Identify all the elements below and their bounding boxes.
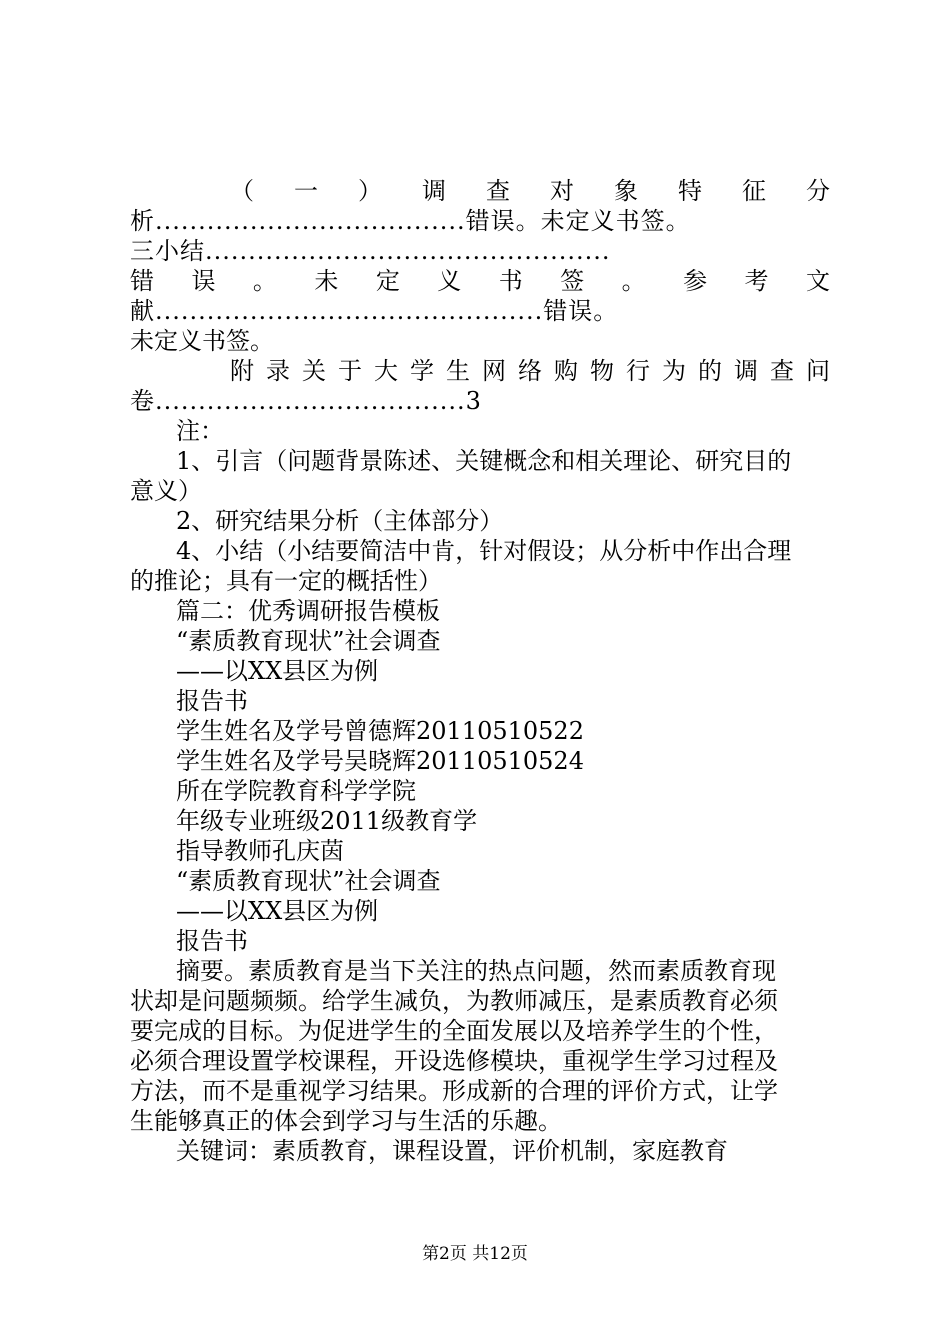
abstract-line: 要完成的目标。为促进学生的全面发展以及培养学生的个性， <box>130 1017 778 1045</box>
toc-char: 定 <box>375 267 400 295</box>
note-item-4-cont: 的推论；具有一定的概括性） <box>130 567 442 595</box>
toc-char: 为 <box>662 357 686 385</box>
toc-char: 对 <box>550 177 574 205</box>
report-title-repeat: “素质教育现状”社会调查 <box>176 867 441 895</box>
document-body <box>130 176 830 1166</box>
abstract-line: 必须合理设置学校课程，开设选修模块，重视学生学习过程及 <box>130 1047 778 1075</box>
toc-char: 参 <box>683 267 708 295</box>
note-item-4: 4、小结（小结要简洁中肯，针对假设；从分析中作出合理 <box>176 537 792 565</box>
toc-item-3-chars <box>130 266 830 296</box>
toc-char: 误 <box>191 267 216 295</box>
student-info-1: 学生姓名及学号曾德辉20110510522 <box>176 717 584 745</box>
toc-item-4-tail: 卷....................................3 <box>130 387 482 415</box>
toc-item-3-head <box>130 266 830 296</box>
toc-item-3-tail2: 未定义书签。 <box>130 327 274 355</box>
toc-char: 生 <box>446 357 470 385</box>
note-item-2: 2、研究结果分析（主体部分） <box>176 507 504 535</box>
toc-char: 问 <box>806 357 830 385</box>
student-info-2: 学生姓名及学号吴晓辉20110510524 <box>176 747 584 775</box>
abstract-line: 生能够真正的体会到学习与生活的乐趣。 <box>130 1107 562 1135</box>
toc-char: 附 <box>230 357 254 385</box>
abstract-line: 状却是问题频频。给学生减负，为教师减压，是素质教育必须 <box>130 987 778 1015</box>
report-subtitle-repeat: ——以XX县区为例 <box>176 897 379 925</box>
advisor-info: 指导教师孔庆茵 <box>176 837 344 865</box>
abstract-line: 摘要。素质教育是当下关注的热点问题，然而素质教育现 <box>176 957 776 985</box>
toc-char: 书 <box>498 267 523 295</box>
toc-char: 未 <box>314 267 339 295</box>
toc-char: 一 <box>294 177 318 205</box>
toc-char: 购 <box>554 357 578 385</box>
toc-char: 物 <box>590 357 614 385</box>
toc-char: 分 <box>806 177 830 205</box>
toc-char: 义 <box>437 267 462 295</box>
toc-char: 签 <box>560 267 585 295</box>
report-label: 报告书 <box>176 687 248 715</box>
report-subtitle: ——以XX县区为例 <box>176 657 379 685</box>
college-info: 所在学院教育科学学院 <box>176 777 416 805</box>
toc-char: 学 <box>410 357 434 385</box>
section-heading: 篇二：优秀调研报告模板 <box>176 597 440 625</box>
toc-char: 行 <box>626 357 650 385</box>
toc-char: 大 <box>374 357 398 385</box>
toc-char: 查 <box>486 177 510 205</box>
toc-char: 录 <box>266 357 290 385</box>
toc-char: 。 <box>621 267 646 295</box>
toc-item-1-head <box>130 176 830 206</box>
toc-char: 文 <box>805 267 830 295</box>
toc-char: 特 <box>678 177 702 205</box>
toc-char: 的 <box>698 357 722 385</box>
toc-item-4-chars <box>230 356 830 386</box>
toc-char: 错 <box>130 267 154 295</box>
keywords: 关键词：素质教育，课程设置，评价机制，家庭教育 <box>176 1137 728 1165</box>
note-item-1: 1、引言（问题背景陈述、关键概念和相关理论、研究目的 <box>176 447 792 475</box>
toc-char: （ <box>230 177 254 205</box>
toc-item-3-tail: 献.............................................错误。 <box>130 297 619 325</box>
toc-item-1-chars <box>230 176 830 206</box>
notes-label: 注： <box>176 417 224 445</box>
page-number-footer: 第2页 共12页 <box>422 1244 528 1264</box>
toc-char: 网 <box>482 357 506 385</box>
report-title: “素质教育现状”社会调查 <box>176 627 441 655</box>
note-item-1-cont: 意义） <box>130 477 202 505</box>
toc-char: 调 <box>422 177 446 205</box>
toc-item-2: 三小结............................................... <box>130 237 611 265</box>
toc-char: 征 <box>742 177 766 205</box>
report-label-repeat: 报告书 <box>176 927 248 955</box>
grade-info: 年级专业班级2011级教育学 <box>176 807 478 835</box>
toc-char: 考 <box>744 267 769 295</box>
toc-char: 络 <box>518 357 542 385</box>
toc-char: 关 <box>302 357 326 385</box>
abstract-line: 方法，而不是重视学习结果。形成新的合理的评价方式，让学 <box>130 1077 778 1105</box>
toc-char: 查 <box>770 357 794 385</box>
toc-item-1-tail: 析....................................错误。未定义书签。 <box>130 207 691 235</box>
toc-char: 。 <box>252 267 277 295</box>
toc-char: ） <box>358 177 382 205</box>
toc-item-4-head <box>130 356 830 386</box>
toc-char: 于 <box>338 357 362 385</box>
toc-char: 象 <box>614 177 638 205</box>
toc-char: 调 <box>734 357 758 385</box>
